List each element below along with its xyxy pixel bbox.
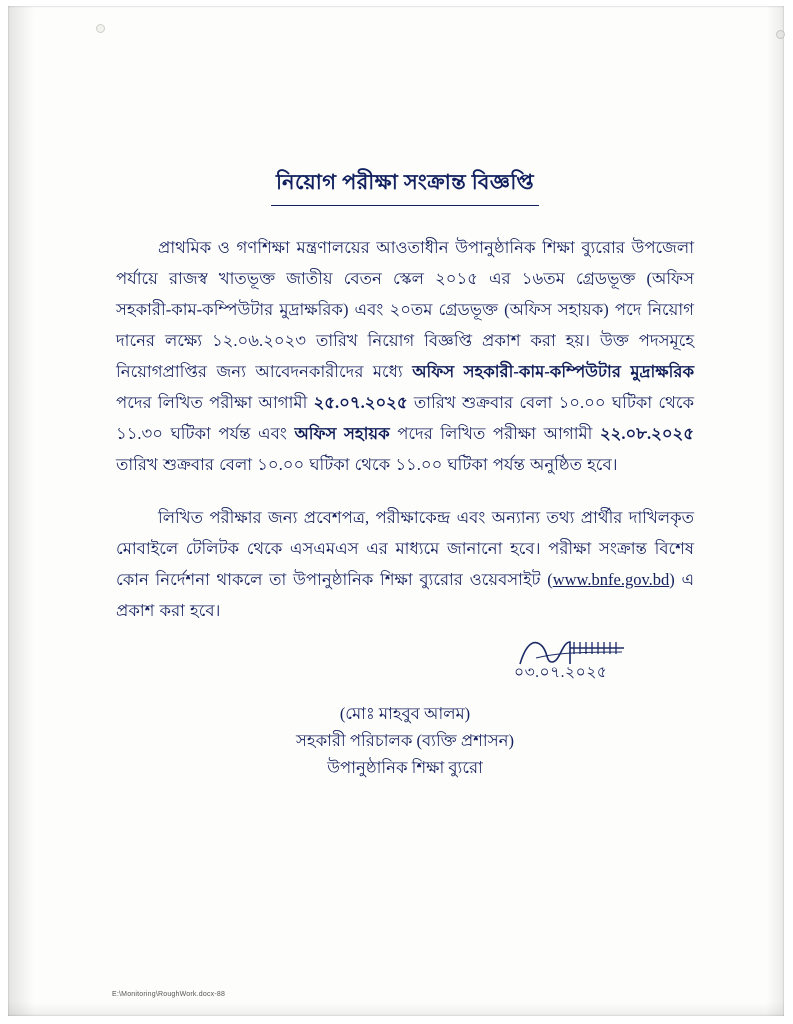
paper-sheet [8,6,784,1016]
signatory-name: (মোঃ মাহবুব আলম) [339,704,471,723]
title-underline [271,205,539,206]
page-title [116,166,694,206]
footer-file-path: E:\Monitoring\RoughWork.docx-88 [112,991,226,998]
document-body [116,166,694,648]
p1-exam-date-1: ২৫.০৭.২০২৫ [313,393,408,413]
p1-segment-e: পদের লিখিত পরীক্ষা আগামী [389,424,600,444]
p1-segment-f: তারিখ শুক্রবার বেলা ১০.০০ ঘটিকা থেকে ১১.০০ ঘটিকা পর্যন্ত অনুষ্ঠিত হবে। [116,455,618,475]
punch-hole-left-icon [96,24,105,33]
signatory-office: উপানুষ্ঠানিক শিক্ষা ব্যুরো [327,758,483,777]
p1-segment-a: প্রাথমিক ও গণশিক্ষা মন্ত্রণালয়ের আওতাধীন উপানুষ্ঠানিক শিক্ষা ব্যুরোর উপজেলা পর্যায়ে রাজস্ব খাতভূক্ত জাতীয় বেতন স্কেল ২০১৫ এর ১৬তম গ্রেডভূক্ত (অফিস সহকারী-কাম-কম্পিউটার মুদ্রাক্ষরিক) এবং ২০তম গ্রেডভূক্ত (অফিস সহায়ক) পদে নিয়োগ দানের লক্ষ্যে ১২.০৬.২০২৩ তারিখ নিয়োগ বিজ্ঞপ্তি প্রকাশ করা হয়। উক্ত পদসমূহে নিয়োগপ্রাপ্তির জন্য আবেদনকারীদের মধ্যে [116,238,694,382]
page-title-text: নিয়োগ পরীক্ষা সংক্রান্ত বিজ্ঞপ্তি [276,170,534,194]
p1-post-name-bold: অফিস সহকারী-কাম-কম্পিউটার মুদ্রাক্ষরিক [412,362,694,382]
notice-paragraph-2 [116,502,694,626]
notice-paragraph-1 [116,232,694,480]
p1-exam-date-2: ২২.০৮.২০২৫ [599,424,694,444]
scan-edge-shadow [8,1002,784,1016]
p1-segment-d: তারিখ শুক্রবার বেলা ১০.০০ ঘটিকা থেকে ১১.৩০ ঘটিকা পর্যন্ত এবং [116,393,694,444]
p1-segment-c: পদের লিখিত পরীক্ষা আগামী [116,393,314,413]
signatory-designation: সহকারী পরিচালক (ব্যক্তি প্রশাসন) [296,731,514,750]
p2-segment-b: ) এ প্রকাশ করা হবে। [116,570,695,621]
p2-segment-a: লিখিত পরীক্ষার জন্য প্রবেশপত্র, পরীক্ষাকেন্দ্র এবং অন্যান্য তথ্য প্রার্থীর দাখিলকৃত মোবাইলে টেলিটক থেকে এসএমএস এর মাধ্যমে জানানো হবে। পরীক্ষা সংক্রান্ত বিশেষ কোন নির্দেশনা থাকলে তা উপানুষ্ঠানিক শিক্ষা ব্যুরোর ওয়েবসাইট ( [116,508,694,590]
signature-block [116,634,694,781]
punch-hole-right-icon [776,30,785,39]
signature-date: ০৩.০৭.২০২৫ [514,664,608,681]
signatory-details [116,700,694,781]
website-link[interactable]: www.bnfe.gov.bd [552,570,670,590]
signature-area [116,634,694,696]
p1-post-name-2-bold: অফিস সহায়ক [294,424,390,444]
